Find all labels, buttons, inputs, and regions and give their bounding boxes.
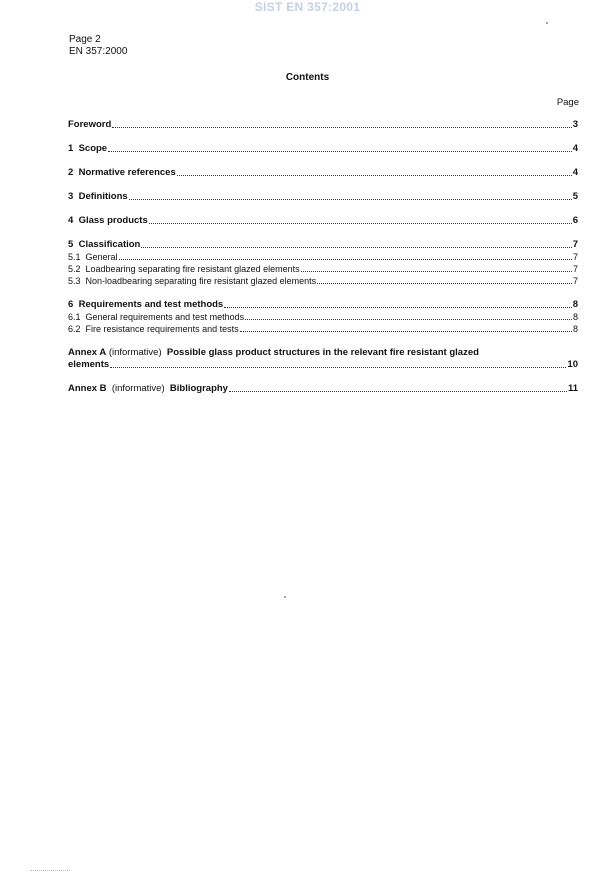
dot-leader: [240, 330, 572, 332]
toc-page: 5: [572, 191, 578, 202]
dot-leader: [229, 390, 567, 392]
page-header: [69, 34, 127, 58]
watermark: SIST EN 357:2001: [254, 0, 361, 14]
toc-entry-6-1[interactable]: [68, 311, 578, 323]
toc-entry-annex-a[interactable]: [68, 347, 578, 371]
toc-page: 7: [572, 276, 578, 286]
toc-label: 6 Requirements and test methods: [68, 299, 224, 310]
toc-page: 8: [572, 324, 578, 334]
toc-label: 2 Normative references: [68, 167, 176, 178]
dot-leader: [149, 222, 572, 224]
toc-entry-definitions[interactable]: [68, 191, 578, 203]
dot-leader: [108, 150, 572, 152]
dot-leader: [177, 174, 572, 176]
toc-label: 4 Glass products: [68, 215, 148, 226]
toc-page: 7: [572, 252, 578, 262]
toc-label: 3 Definitions: [68, 191, 128, 202]
toc-page: 8: [572, 299, 578, 310]
contents-title: Contents: [285, 72, 330, 83]
toc-label: 5.2 Loadbearing separating fire resistant glazed elements: [68, 264, 300, 274]
dot-leader: [129, 198, 572, 200]
toc-page: 4: [572, 143, 578, 154]
standard-id: EN 357:2000: [69, 46, 128, 57]
scan-speck: [546, 22, 548, 24]
table-of-contents: [68, 119, 578, 395]
toc-page: 3: [572, 119, 578, 130]
scan-speck: [284, 596, 286, 598]
toc-page: 8: [572, 312, 578, 322]
page-column-label: Page: [556, 97, 579, 108]
toc-label: 6.1 General requirements and test methods: [68, 312, 245, 322]
dot-leader: [119, 258, 572, 260]
toc-label: 1 Scope: [68, 143, 108, 154]
toc-page: 10: [567, 359, 578, 370]
dot-leader: [110, 366, 566, 368]
dot-leader: [245, 318, 572, 320]
toc-label: 5 Classification: [68, 239, 141, 250]
page-number: Page 2: [69, 34, 101, 45]
toc-label: Foreword: [68, 119, 112, 130]
toc-entry-glass-products[interactable]: [68, 215, 578, 227]
toc-entry-requirements[interactable]: [68, 299, 578, 311]
toc-label: 5.1 General: [68, 252, 118, 262]
dot-leader: [317, 282, 572, 284]
toc-label-continued: elements: [68, 359, 110, 370]
dot-leader: [141, 246, 571, 248]
dot-leader: [301, 270, 572, 272]
dot-leader: [112, 126, 571, 128]
toc-label: Annex B (informative) Bibliography: [68, 383, 228, 394]
toc-entry-scope[interactable]: [68, 143, 578, 155]
toc-page: 11: [567, 383, 578, 394]
toc-entry-annex-b[interactable]: [68, 383, 578, 395]
toc-page: 4: [572, 167, 578, 178]
toc-entry-normative-references[interactable]: [68, 167, 578, 179]
toc-page: 6: [572, 215, 578, 226]
toc-entry-5-2[interactable]: [68, 263, 578, 275]
toc-label: Annex A (informative) Possible glass product structures in the relevant fire resistant glazed: [68, 347, 479, 358]
toc-label: 5.3 Non-loadbearing separating fire resistant glazed elements: [68, 276, 317, 286]
toc-entry-5-1[interactable]: [68, 251, 578, 263]
toc-entry-6-2[interactable]: [68, 323, 578, 335]
toc-page: 7: [572, 239, 578, 250]
toc-entry-5-3[interactable]: [68, 275, 578, 287]
toc-entry-classification[interactable]: [68, 239, 578, 251]
toc-page: 7: [572, 264, 578, 274]
scan-artifact: [30, 870, 70, 871]
dot-leader: [224, 306, 571, 308]
toc-entry-foreword[interactable]: [68, 119, 578, 131]
toc-label: 6.2 Fire resistance requirements and tests: [68, 324, 239, 334]
